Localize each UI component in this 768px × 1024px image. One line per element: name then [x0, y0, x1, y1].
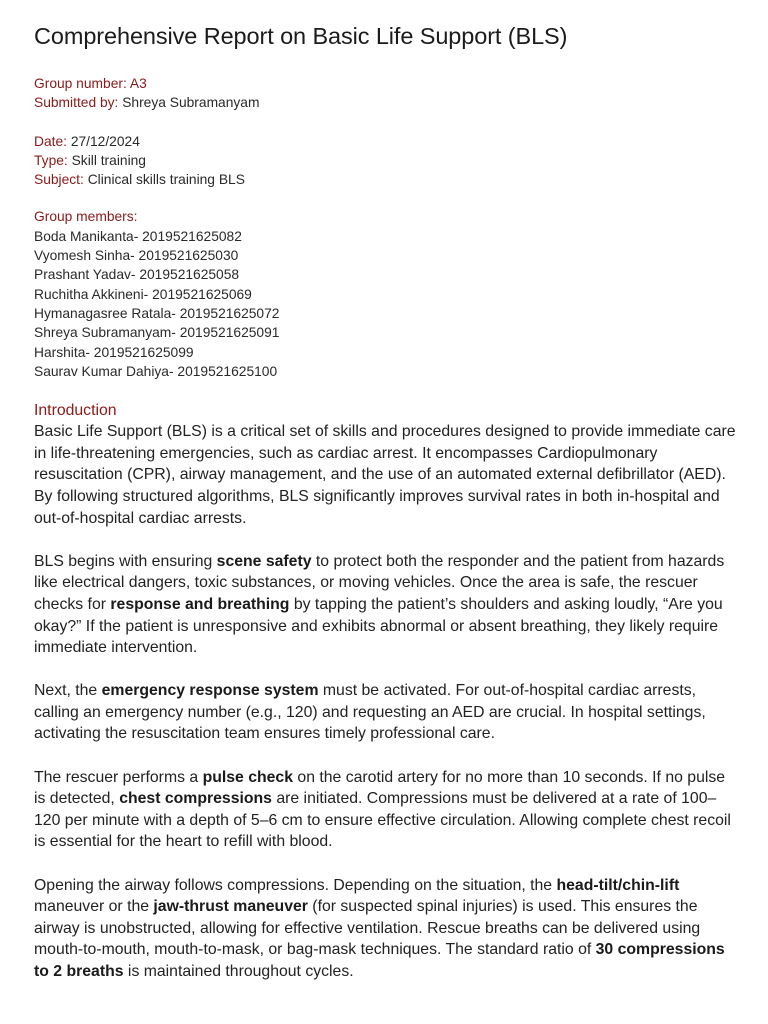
meta-group-block [34, 74, 739, 113]
meta-date [34, 132, 739, 151]
group-member: Shreya Subramanyam- 2019521625091 [34, 325, 280, 341]
bold-term: scene safety [216, 552, 312, 570]
text-run: Basic Life Support (BLS) is a critical set of skills and procedures designed to provide immediate care in life-threatening emergencies, such as cardiac arrest. It encompasses Cardiopulmonary resuscitation (CPR), airway management, and the use of an automated external defibrillator (AED). By following structured algorithms, BLS significantly improves survival rates in both in-hospital and out-of-hospital cardiac arrests. [34, 423, 736, 527]
type-label: Type: [34, 152, 68, 168]
paragraph [34, 680, 739, 745]
group-number-label: Group number: [34, 76, 127, 91]
group-members-label: Group members: [34, 209, 138, 225]
meta-subject [34, 170, 739, 189]
page-title: Comprehensive Report on Basic Life Support (BLS) [34, 23, 568, 49]
bold-term: emergency response system [101, 682, 319, 700]
submitted-by-label: Submitted by: [34, 95, 119, 111]
bold-term: chest compressions [119, 790, 272, 808]
group-member: Hymanagasree Ratala- 2019521625072 [34, 305, 280, 321]
group-member: Prashant Yadav- 2019521625058 [34, 267, 240, 283]
paragraph [34, 875, 739, 983]
group-member: Saurav Kumar Dahiya- 2019521625100 [34, 363, 278, 379]
meta-type [34, 151, 739, 170]
bold-term: pulse check [202, 768, 294, 786]
bold-term: 30 compressions to 2 breaths [34, 941, 725, 980]
text-run: by tapping the patient’s shoulders and asking loudly, “Are you okay?” If the patient is unresponsive and exhibits abnormal or absent breathing, they likely require immediate intervention. [34, 595, 723, 657]
date-value: 27/12/2024 [70, 133, 140, 149]
group-member: Vyomesh Sinha- 2019521625030 [34, 248, 239, 264]
text-run: must be activated. For out-of-hospital cardiac arrests, calling an emergency number (e.g., 120) and requesting an AED are crucial. In hospital settings, activating the resuscitation team ensures timely professional care. [34, 682, 706, 743]
text-run: BLS begins with ensuring [34, 552, 217, 570]
text-run: is maintained throughout cycles. [123, 963, 354, 980]
meta-submitted-by [34, 93, 739, 112]
date-label: Date: [34, 133, 67, 149]
meta-details-block [34, 132, 739, 190]
paragraph [34, 767, 739, 853]
group-member: Boda Manikanta- 2019521625082 [34, 228, 242, 244]
text-run: maneuver or the [34, 898, 154, 916]
text-run: to protect both the responder and the patient from hazards like electrical dangers, toxic substances, or moving vehicles. Once the area is safe, the rescuer checks for [34, 552, 725, 613]
bold-term: head-tilt/chin-lift [556, 876, 680, 894]
text-run: are initiated. Compressions must be delivered at a rate of 100–120 per minute with a depth of 5–6 cm to ensure effective circulation. Allowing complete chest recoil is essential for the heart to refill with blood. [34, 790, 731, 851]
group-member: Ruchitha Akkineni- 2019521625069 [34, 286, 252, 302]
paragraph [34, 421, 739, 529]
text-run: The rescuer performs a [34, 768, 203, 786]
paragraph [34, 551, 739, 659]
body-text [34, 421, 739, 982]
group-number-value: A3 [129, 76, 147, 91]
submitted-by-value: Shreya Subramanyam [122, 95, 260, 111]
introduction-heading: Introduction [34, 402, 117, 420]
group-member: Harshita- 2019521625099 [34, 344, 194, 360]
group-members-block [34, 207, 739, 381]
text-run: on the carotid artery for no more than 10 seconds. If no pulse is detected, [34, 768, 726, 808]
type-value: Skill training [71, 152, 146, 168]
bold-term: response and breathing [110, 595, 290, 613]
text-run: Next, the [34, 682, 102, 700]
subject-value: Clinical skills training BLS [87, 172, 245, 188]
document-page [34, 18, 739, 983]
text-run: Opening the airway follows compressions. Depending on the situation, the [34, 876, 557, 894]
subject-label: Subject: [34, 172, 84, 188]
meta-group-number [34, 74, 739, 93]
text-run: (for suspected spinal injuries) is used. This ensures the airway is unobstructed, allowing for effective ventilation. Rescue breaths can be delivered using mouth-to-mouth, mouth-to-mask, or bag-mask techniques. The standard ratio of [34, 898, 701, 959]
bold-term: jaw-thrust maneuver [153, 898, 308, 916]
